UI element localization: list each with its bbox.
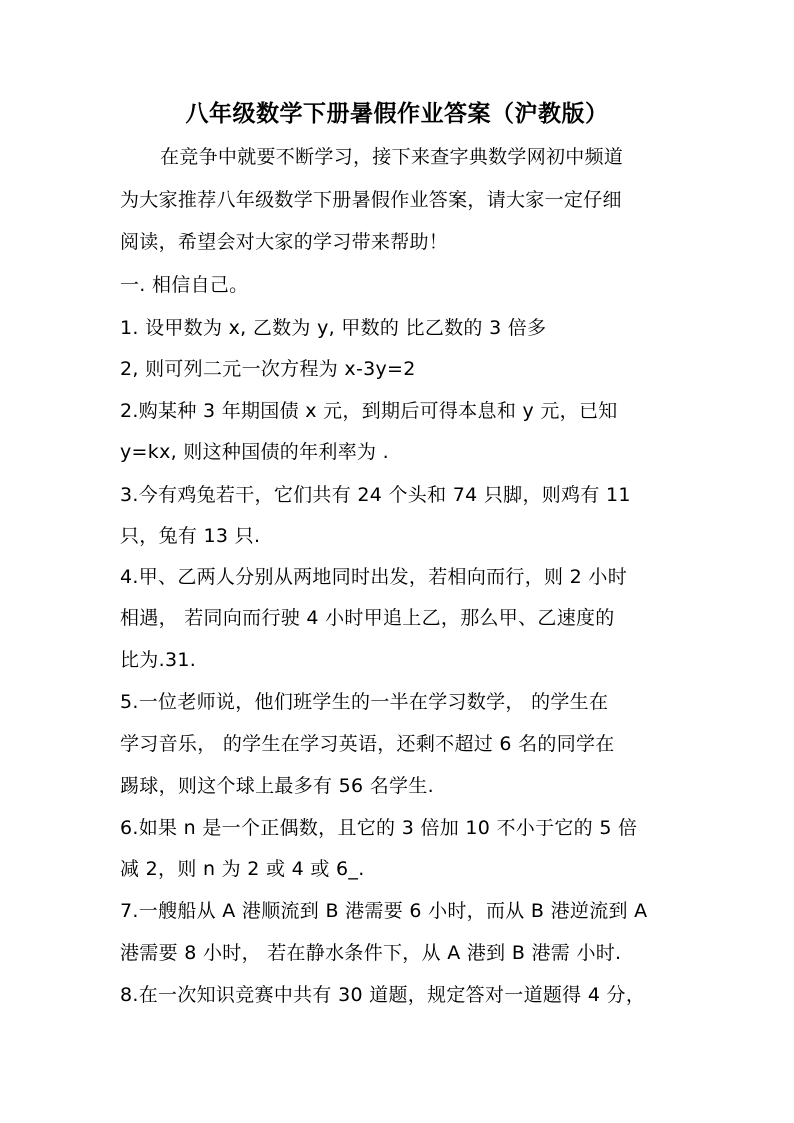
question-5-line-2: 学习音乐， 的学生在学习英语，还剩不超过 6 名的同学在 [120,733,615,755]
question-2-line-1: 2.购某种 3 年期国债 x 元，到期后可得本息和 y 元，已知 [120,400,618,422]
question-1-line-1: 1. 设甲数为 x, 乙数为 y, 甲数的 比乙数的 3 倍多 [120,317,547,339]
question-7-line-2: 港需要 8 小时， 若在静水条件下，从 A 港到 B 港需 小时. [120,942,622,964]
question-4-line-2: 相遇， 若同向而行驶 4 小时甲追上乙，那么甲、乙速度的 [120,607,615,629]
question-5-line-1: 5.一位老师说，他们班学生的一半在学习数学， 的学生在 [120,691,609,713]
question-7-line-1: 7.一艘船从 A 港顺流到 B 港需要 6 小时，而从 B 港逆流到 A [120,900,648,922]
question-2-line-2: y=kx, 则这种国债的年利率为 . [120,441,389,463]
document-title: 八年级数学下册暑假作业答案（沪教版） [185,100,609,127]
intro-line-1: 在竞争中就要不断学习，接下来查字典数学网初中频道 [160,146,624,168]
section-heading: 一. 相信自己。 [120,274,249,296]
question-4-line-1: 4.甲、乙两人分别从两地同时出发，若相向而行，则 2 小时 [120,566,627,588]
question-1-line-2: 2, 则可列二元一次方程为 x-3y=2 [120,358,416,380]
question-8-line-1: 8.在一次知识竞赛中共有 30 道题，规定答对一道题得 4 分， [120,984,646,1006]
intro-line-3: 阅读，希望会对大家的学习带来帮助！ [120,231,449,253]
question-5-line-3: 踢球，则这个球上最多有 56 名学生. [120,775,434,797]
question-6-line-2: 减 2，则 n 为 2 或 4 或 6_. [120,858,365,880]
question-4-line-3: 比为.31. [120,649,197,671]
question-3-line-1: 3.今有鸡兔若干，它们共有 24 个头和 74 只脚，则鸡有 11 [120,484,631,506]
question-3-line-2: 只，兔有 13 只. [120,525,261,547]
intro-line-2: 为大家推荐八年级数学下册暑假作业答案，请大家一定仔细 [120,189,622,211]
question-6-line-1: 6.如果 n 是一个正偶数，且它的 3 倍加 10 不小于它的 5 倍 [120,817,638,839]
